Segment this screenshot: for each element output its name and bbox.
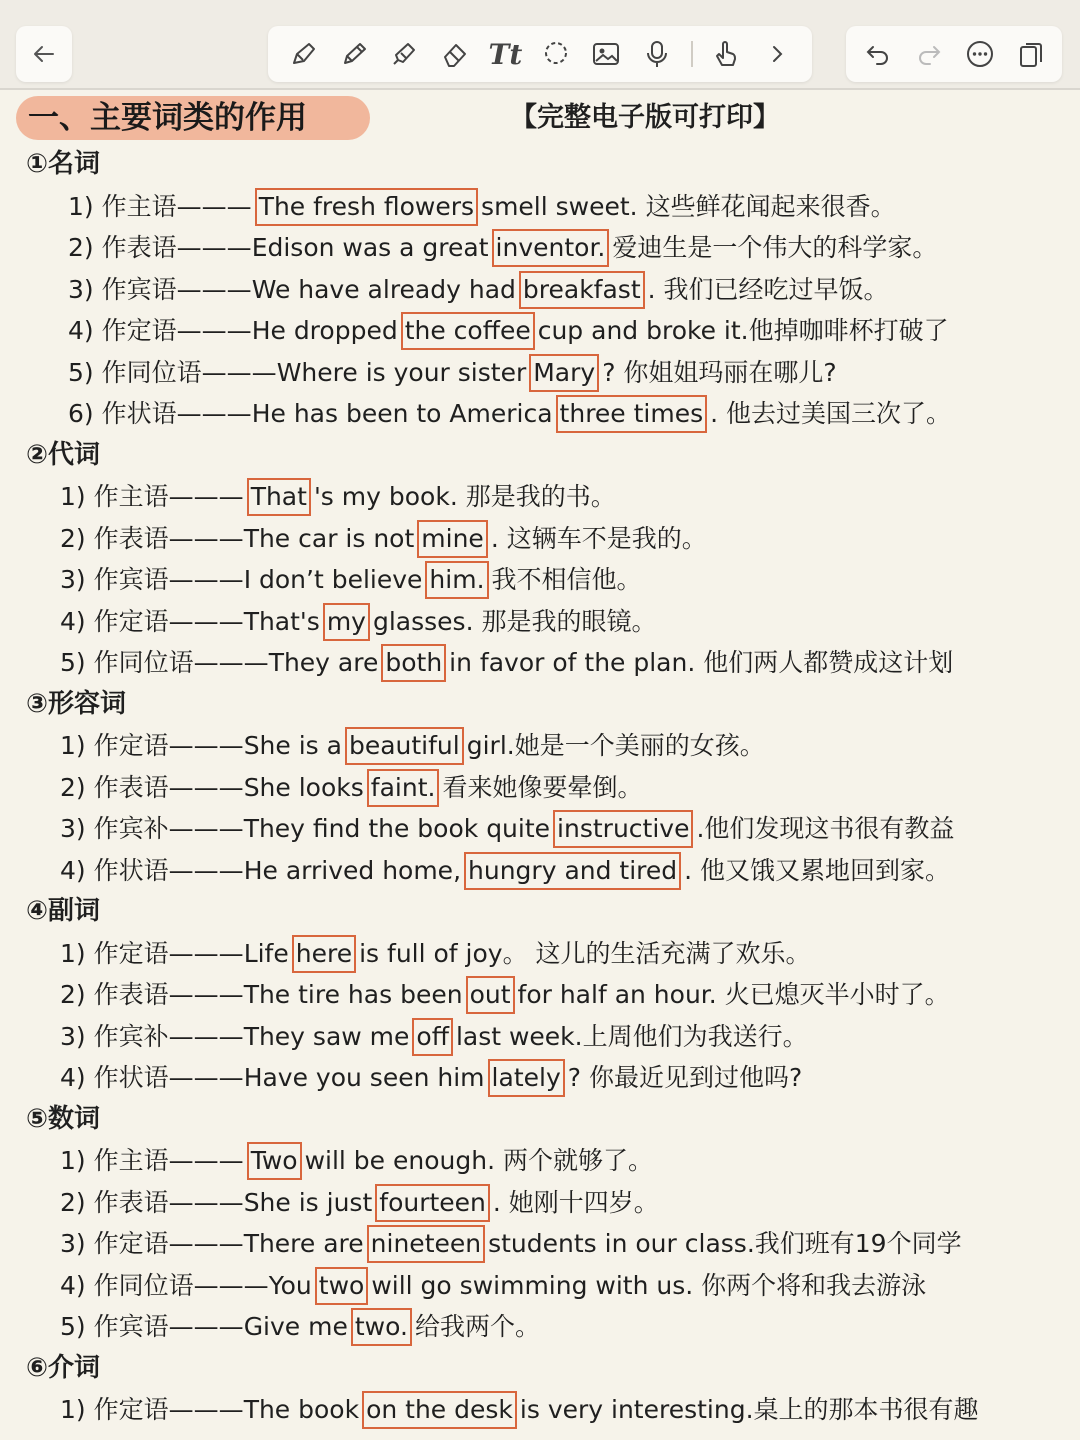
sentence-end: 给我两个。 xyxy=(414,1312,540,1341)
line-number: 2) xyxy=(60,980,86,1009)
example-line xyxy=(0,725,1080,767)
example-line xyxy=(0,310,1080,352)
boxed-term: off xyxy=(412,1018,453,1056)
sections-container xyxy=(0,144,1080,1431)
grammar-role: 作定语——— xyxy=(93,1229,244,1258)
more-icon[interactable] xyxy=(963,37,997,71)
boxed-term: lately xyxy=(488,1059,565,1097)
boxed-term: Two xyxy=(247,1142,302,1180)
boxed-term: three times xyxy=(556,395,708,433)
example-line xyxy=(0,933,1080,975)
line-number: 2) xyxy=(68,233,94,262)
sentence-end: 爱迪生是一个伟大的科学家。 xyxy=(612,233,938,262)
sentence-end: . 她刚十四岁。 xyxy=(492,1187,659,1217)
grammar-role: 作表语——— xyxy=(101,233,252,262)
example-line xyxy=(0,1182,1080,1224)
sentence-end: ? 你姐姐玛丽在哪儿? xyxy=(602,357,837,387)
boxed-term: hungry and tired xyxy=(464,852,681,890)
sentence-start: The book xyxy=(243,1395,360,1424)
sentence-start: There are xyxy=(243,1229,364,1258)
grammar-role: 作同位语——— xyxy=(101,357,277,387)
back-arrow-icon xyxy=(27,37,61,71)
grammar-role: 作同位语——— xyxy=(93,648,269,677)
sentence-end: ? 你最近见到过他吗? xyxy=(567,1063,803,1092)
sentence-end: cup and broke it.他掉咖啡杯打破了 xyxy=(537,316,949,345)
sentence-end: in favor of the plan. 他们两人都赞成这计划 xyxy=(449,648,954,677)
grammar-role: 作表语——— xyxy=(93,772,244,802)
boxed-term: out xyxy=(466,976,515,1014)
page-subtitle: 【完整电子版可打印】 xyxy=(510,102,780,133)
sentence-start: He arrived home, xyxy=(243,855,462,885)
grammar-role: 作宾补——— xyxy=(93,814,244,843)
sentence-end: is full of joy。 这儿的生活充满了欢乐。 xyxy=(359,938,811,968)
example-line xyxy=(0,974,1080,1016)
sentence-start: That's xyxy=(243,606,320,636)
chevron-right-icon[interactable] xyxy=(760,37,794,71)
grammar-role: 作宾语——— xyxy=(93,565,244,594)
example-line xyxy=(0,269,1080,311)
line-number: 4) xyxy=(68,316,94,345)
line-number: 1) xyxy=(60,1146,86,1175)
grammar-role: 作宾语——— xyxy=(93,1312,244,1341)
line-number: 2) xyxy=(60,1187,86,1217)
grammar-role: 作主语——— xyxy=(101,191,252,221)
line-number: 5) xyxy=(68,357,94,387)
section-heading: ⑤数词 xyxy=(26,1103,101,1134)
section-block xyxy=(0,1099,1080,1348)
eraser-icon[interactable] xyxy=(438,37,472,71)
grammar-role: 作定语——— xyxy=(93,731,244,760)
boxed-term: That xyxy=(247,478,311,516)
sentence-end: .他们发现这书很有教益 xyxy=(696,814,955,843)
boxed-term: faint. xyxy=(367,769,440,807)
sentence-end: glasses. 那是我的眼镜。 xyxy=(372,606,657,636)
boxed-term: nineteen xyxy=(367,1225,485,1263)
sentence-end: 's my book. 那是我的书。 xyxy=(313,482,616,511)
grammar-role: 作状语——— xyxy=(93,1063,244,1092)
sentence-end: will go swimming with us. 你两个将和我去游泳 xyxy=(371,1270,927,1300)
redo-icon[interactable] xyxy=(912,37,946,71)
boxed-term: The fresh flowers xyxy=(255,188,478,226)
example-line xyxy=(0,767,1080,809)
sentence-end: will be enough. 两个就够了。 xyxy=(304,1146,653,1175)
sentence-start: Life xyxy=(243,938,289,968)
back-button[interactable] xyxy=(16,26,72,82)
sentence-end: is very interesting.桌上的那本书很有趣 xyxy=(519,1395,979,1424)
example-line xyxy=(0,1265,1080,1307)
line-number: 3) xyxy=(68,274,94,304)
boxed-term: two. xyxy=(351,1308,412,1346)
section-block xyxy=(0,684,1080,892)
sentence-start: The tire has been xyxy=(243,980,463,1009)
sentence-end: students in our class.我们班有19个同学 xyxy=(488,1229,962,1258)
line-number: 3) xyxy=(60,1021,86,1051)
line-number: 4) xyxy=(60,606,86,636)
sentence-end: girl.她是一个美丽的女孩。 xyxy=(466,731,765,760)
example-line xyxy=(0,518,1080,560)
image-icon[interactable] xyxy=(589,37,623,71)
sentence-end: 我不相信他。 xyxy=(491,565,642,594)
line-number: 1) xyxy=(60,482,86,511)
line-number: 3) xyxy=(60,814,86,843)
line-number: 1) xyxy=(60,938,86,968)
line-number: 1) xyxy=(60,1395,86,1424)
grammar-role: 作同位语——— xyxy=(93,1270,269,1300)
example-line xyxy=(0,601,1080,643)
undo-icon[interactable] xyxy=(861,37,895,71)
line-number: 4) xyxy=(60,1063,86,1092)
example-line xyxy=(0,1306,1080,1348)
title-row xyxy=(0,90,1080,144)
example-line xyxy=(0,227,1080,269)
sentence-start: She is a xyxy=(243,731,342,760)
boxed-term: here xyxy=(292,935,356,973)
sentence-end: last week.上周他们为我送行。 xyxy=(455,1021,808,1051)
top-toolbar xyxy=(0,0,1080,90)
grammar-role: 作定语——— xyxy=(93,938,244,968)
grammar-role: 作定语——— xyxy=(101,316,252,345)
line-number: 3) xyxy=(60,1229,86,1258)
line-number: 6) xyxy=(68,399,94,428)
history-controls xyxy=(846,26,1062,82)
grammar-role: 作表语——— xyxy=(93,1187,244,1217)
boxed-term: Mary xyxy=(529,354,599,392)
line-number: 2) xyxy=(60,772,86,802)
sentence-start: The car is not xyxy=(243,523,415,553)
grammar-role: 作状语——— xyxy=(93,855,244,885)
sentence-end: for half an hour. 火已熄灭半小时了。 xyxy=(517,980,950,1009)
section-block xyxy=(0,144,1080,435)
line-number: 4) xyxy=(60,1270,86,1300)
sentence-end: . 他去过美国三次了。 xyxy=(710,399,952,428)
section-block xyxy=(0,891,1080,1099)
grammar-role: 作主语——— xyxy=(93,482,244,511)
section-heading: ⑥介词 xyxy=(26,1352,101,1383)
grammar-role: 作宾补——— xyxy=(93,1021,244,1051)
example-line xyxy=(0,476,1080,518)
sentence-end: . 这辆车不是我的。 xyxy=(490,523,707,553)
line-number: 1) xyxy=(60,731,86,760)
sentence-start: Edison was a great xyxy=(251,233,489,262)
document-body xyxy=(0,90,1080,1431)
boxed-term: my xyxy=(323,603,370,641)
sentence-start: He has been to America xyxy=(251,399,553,428)
section-heading: ③形容词 xyxy=(26,688,127,719)
sentence-start: You xyxy=(268,1270,312,1300)
sentence-start: She is just xyxy=(243,1187,373,1217)
line-number: 5) xyxy=(60,1312,86,1341)
boxed-term: both xyxy=(381,644,446,682)
pencil-icon[interactable] xyxy=(337,37,371,71)
boxed-term: on the desk xyxy=(362,1391,517,1429)
sentence-start: Give me xyxy=(243,1312,348,1341)
section-heading: ②代词 xyxy=(26,439,101,470)
example-line xyxy=(0,393,1080,435)
line-number: 5) xyxy=(60,648,86,677)
boxed-term: instructive xyxy=(553,810,693,848)
boxed-term: two xyxy=(315,1267,369,1305)
boxed-term: mine xyxy=(417,520,488,558)
section-heading: ①名词 xyxy=(26,149,101,179)
hand-pointer-icon[interactable] xyxy=(709,37,743,71)
tool-palette xyxy=(268,26,812,82)
section-block xyxy=(0,1348,1080,1431)
example-line xyxy=(0,1389,1080,1431)
boxed-term: him. xyxy=(425,561,488,599)
example-line xyxy=(0,808,1080,850)
sentence-start: He dropped xyxy=(251,316,398,345)
grammar-role: 作定语——— xyxy=(93,606,244,636)
section-heading: ④副词 xyxy=(26,896,101,926)
sentence-end: 看来她像要晕倒。 xyxy=(442,772,643,802)
sentence-start: We have already had xyxy=(251,274,516,304)
sentence-end: . 我们已经吃过早饭。 xyxy=(647,274,889,304)
boxed-term: beautiful xyxy=(345,727,464,765)
sentence-end: smell sweet. 这些鲜花闻起来很香。 xyxy=(481,191,896,221)
lasso-icon[interactable] xyxy=(539,37,573,71)
line-number: 4) xyxy=(60,855,86,885)
text-tool-icon[interactable]: Tt xyxy=(488,37,523,71)
grammar-role: 作宾语——— xyxy=(101,274,252,304)
boxed-term: inventor. xyxy=(492,229,610,267)
grammar-role: 作表语——— xyxy=(93,523,244,553)
sentence-start: I don’t believe xyxy=(243,565,423,594)
example-line xyxy=(0,1016,1080,1058)
pen-icon[interactable] xyxy=(286,37,320,71)
sentence-end: . 他又饿又累地回到家。 xyxy=(684,855,951,885)
example-line xyxy=(0,186,1080,228)
line-number: 3) xyxy=(60,565,86,594)
grammar-role: 作主语——— xyxy=(93,1146,244,1175)
example-line xyxy=(0,642,1080,684)
highlighter-icon[interactable] xyxy=(387,37,421,71)
grammar-role: 作定语——— xyxy=(93,1395,244,1424)
sentence-start: They saw me xyxy=(243,1021,410,1051)
sentence-start: Where is your sister xyxy=(276,357,527,387)
line-number: 2) xyxy=(60,523,86,553)
boxed-term: breakfast xyxy=(519,271,645,309)
example-line xyxy=(0,1057,1080,1099)
boxed-term: fourteen xyxy=(375,1184,490,1222)
sentence-start: They find the book quite xyxy=(243,814,551,843)
grammar-role: 作状语——— xyxy=(101,399,252,428)
sentence-start: They are xyxy=(268,648,379,677)
microphone-icon[interactable] xyxy=(640,37,674,71)
sentence-start: Have you seen him xyxy=(243,1063,485,1092)
example-line xyxy=(0,352,1080,394)
section-block xyxy=(0,435,1080,684)
example-line xyxy=(0,1140,1080,1182)
sentence-start: She looks xyxy=(243,772,364,802)
example-line xyxy=(0,850,1080,892)
line-number: 1) xyxy=(68,191,94,221)
toolbar-divider xyxy=(691,41,693,67)
boxed-term: the coffee xyxy=(401,312,535,350)
page-title: 一、主要词类的作用 xyxy=(16,96,370,140)
pages-icon[interactable] xyxy=(1014,37,1048,71)
example-line xyxy=(0,559,1080,601)
example-line xyxy=(0,1223,1080,1265)
grammar-role: 作表语——— xyxy=(93,980,244,1009)
